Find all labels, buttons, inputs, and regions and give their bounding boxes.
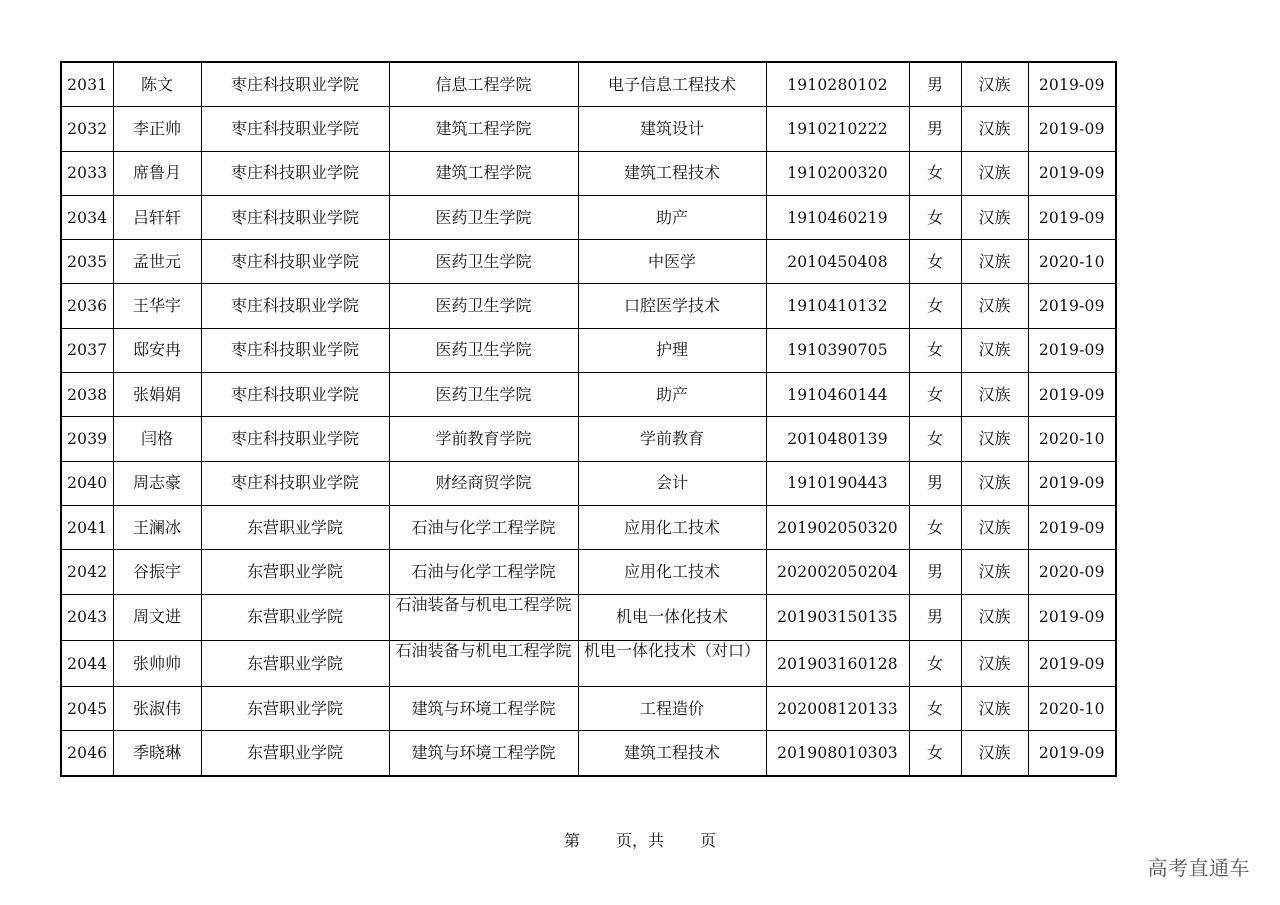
student-id-cell: 1910200320 (766, 151, 909, 195)
watermark-logo: 高考直通车 (1147, 856, 1250, 880)
student-id-cell: 201908010303 (766, 731, 909, 776)
ethnicity-cell: 汉族 (961, 328, 1028, 372)
college-name-cell: 医药卫生学院 (389, 240, 578, 284)
student-id-cell: 201903160128 (766, 640, 909, 686)
page-suffix: 页 (700, 831, 717, 850)
school-name-cell: 东营职业学院 (201, 550, 389, 594)
major-name-cell: 工程造价 (578, 687, 766, 731)
row-number-cell: 2038 (61, 373, 113, 417)
major-name-cell: 电子信息工程技术 (578, 62, 766, 107)
row-number-cell: 2046 (61, 731, 113, 776)
ethnicity-cell: 汉族 (961, 461, 1028, 505)
student-name-cell: 季晓琳 (113, 731, 201, 776)
gender-cell: 男 (909, 550, 961, 594)
gender-cell: 女 (909, 417, 961, 461)
row-number-cell: 2031 (61, 62, 113, 107)
school-name-cell: 枣庄科技职业学院 (201, 195, 389, 239)
table-row (61, 687, 1116, 731)
gender-cell: 女 (909, 687, 961, 731)
ethnicity-cell: 汉族 (961, 550, 1028, 594)
student-name-cell: 席鲁月 (113, 151, 201, 195)
college-name-cell: 建筑工程学院 (389, 151, 578, 195)
ethnicity-cell: 汉族 (961, 505, 1028, 549)
row-number-cell: 2032 (61, 107, 113, 151)
major-name-cell: 应用化工技术 (578, 550, 766, 594)
college-name-cell: 石油装备与机电工程学院 (389, 594, 578, 640)
college-name-cell: 信息工程学院 (389, 62, 578, 107)
gender-cell: 女 (909, 505, 961, 549)
table-row (61, 240, 1116, 284)
major-name-cell: 口腔医学技术 (578, 284, 766, 328)
ethnicity-cell: 汉族 (961, 687, 1028, 731)
college-name-cell: 医药卫生学院 (389, 284, 578, 328)
student-id-cell: 202002050204 (766, 550, 909, 594)
student-id-cell: 1910190443 (766, 461, 909, 505)
ethnicity-cell: 汉族 (961, 640, 1028, 686)
major-name-cell: 建筑工程技术 (578, 731, 766, 776)
row-number-cell: 2045 (61, 687, 113, 731)
ethnicity-cell: 汉族 (961, 731, 1028, 776)
table-row (61, 195, 1116, 239)
student-name-cell: 邸安冉 (113, 328, 201, 372)
row-number-cell: 2033 (61, 151, 113, 195)
student-id-cell: 1910460219 (766, 195, 909, 239)
college-name-cell: 建筑工程学院 (389, 107, 578, 151)
major-name-cell: 中医学 (578, 240, 766, 284)
student-name-cell: 孟世元 (113, 240, 201, 284)
college-name-cell: 石油与化学工程学院 (389, 505, 578, 549)
enrollment-date-cell: 2019-09 (1028, 373, 1116, 417)
enrollment-date-cell: 2019-09 (1028, 731, 1116, 776)
student-id-cell: 1910410132 (766, 284, 909, 328)
student-id-cell: 202008120133 (766, 687, 909, 731)
school-name-cell: 东营职业学院 (201, 640, 389, 686)
student-id-cell: 201902050320 (766, 505, 909, 549)
student-name-cell: 谷振宇 (113, 550, 201, 594)
enrollment-date-cell: 2019-09 (1028, 62, 1116, 107)
student-id-cell: 201903150135 (766, 594, 909, 640)
college-name-cell: 医药卫生学院 (389, 195, 578, 239)
ethnicity-cell: 汉族 (961, 107, 1028, 151)
school-name-cell: 枣庄科技职业学院 (201, 107, 389, 151)
school-name-cell: 东营职业学院 (201, 505, 389, 549)
row-number-cell: 2042 (61, 550, 113, 594)
gender-cell: 女 (909, 731, 961, 776)
student-id-cell: 1910460144 (766, 373, 909, 417)
enrollment-date-cell: 2019-09 (1028, 107, 1116, 151)
school-name-cell: 东营职业学院 (201, 594, 389, 640)
page-prefix: 第 (563, 831, 580, 850)
student-name-cell: 张帅帅 (113, 640, 201, 686)
page-footer (0, 828, 1280, 851)
table-row (61, 505, 1116, 549)
school-name-cell: 枣庄科技职业学院 (201, 417, 389, 461)
ethnicity-cell: 汉族 (961, 195, 1028, 239)
school-name-cell: 枣庄科技职业学院 (201, 62, 389, 107)
student-id-cell: 2010480139 (766, 417, 909, 461)
enrollment-date-cell: 2020-09 (1028, 550, 1116, 594)
enrollment-date-cell: 2020-10 (1028, 417, 1116, 461)
student-name-cell: 吕轩轩 (113, 195, 201, 239)
major-name-cell: 建筑设计 (578, 107, 766, 151)
ethnicity-cell: 汉族 (961, 373, 1028, 417)
table-row (61, 62, 1116, 107)
student-name-cell: 周文进 (113, 594, 201, 640)
major-name-cell: 助产 (578, 373, 766, 417)
table-row (61, 328, 1116, 372)
student-id-cell: 1910390705 (766, 328, 909, 372)
ethnicity-cell: 汉族 (961, 62, 1028, 107)
major-name-cell: 机电一体化技术（对口） (578, 640, 766, 686)
table-row (61, 107, 1116, 151)
table-row (61, 284, 1116, 328)
enrollment-date-cell: 2019-09 (1028, 505, 1116, 549)
student-id-cell: 2010450408 (766, 240, 909, 284)
major-name-cell: 助产 (578, 195, 766, 239)
gender-cell: 男 (909, 62, 961, 107)
gender-cell: 女 (909, 195, 961, 239)
ethnicity-cell: 汉族 (961, 284, 1028, 328)
table-row (61, 640, 1116, 686)
school-name-cell: 东营职业学院 (201, 731, 389, 776)
row-number-cell: 2035 (61, 240, 113, 284)
student-name-cell: 闫格 (113, 417, 201, 461)
major-name-cell: 机电一体化技术 (578, 594, 766, 640)
enrollment-date-cell: 2019-09 (1028, 284, 1116, 328)
row-number-cell: 2040 (61, 461, 113, 505)
ethnicity-cell: 汉族 (961, 417, 1028, 461)
gender-cell: 女 (909, 328, 961, 372)
row-number-cell: 2037 (61, 328, 113, 372)
school-name-cell: 枣庄科技职业学院 (201, 151, 389, 195)
major-name-cell: 会计 (578, 461, 766, 505)
college-name-cell: 建筑与环境工程学院 (389, 687, 578, 731)
college-name-cell: 石油装备与机电工程学院 (389, 640, 578, 686)
page-mid: 页，共 (615, 831, 664, 850)
ethnicity-cell: 汉族 (961, 594, 1028, 640)
gender-cell: 女 (909, 640, 961, 686)
gender-cell: 女 (909, 284, 961, 328)
gender-cell: 女 (909, 151, 961, 195)
student-name-cell: 王澜冰 (113, 505, 201, 549)
enrollment-date-cell: 2020-10 (1028, 687, 1116, 731)
row-number-cell: 2036 (61, 284, 113, 328)
college-name-cell: 学前教育学院 (389, 417, 578, 461)
table-row (61, 373, 1116, 417)
table-row (61, 594, 1116, 640)
table-row (61, 417, 1116, 461)
row-number-cell: 2041 (61, 505, 113, 549)
major-name-cell: 应用化工技术 (578, 505, 766, 549)
row-number-cell: 2043 (61, 594, 113, 640)
gender-cell: 男 (909, 461, 961, 505)
gender-cell: 男 (909, 107, 961, 151)
enrollment-date-cell: 2019-09 (1028, 195, 1116, 239)
student-name-cell: 张淑伟 (113, 687, 201, 731)
enrollment-date-cell: 2019-09 (1028, 640, 1116, 686)
college-name-cell: 财经商贸学院 (389, 461, 578, 505)
college-name-cell: 石油与化学工程学院 (389, 550, 578, 594)
school-name-cell: 枣庄科技职业学院 (201, 240, 389, 284)
major-name-cell: 护理 (578, 328, 766, 372)
college-name-cell: 建筑与环境工程学院 (389, 731, 578, 776)
ethnicity-cell: 汉族 (961, 240, 1028, 284)
school-name-cell: 东营职业学院 (201, 687, 389, 731)
student-name-cell: 陈文 (113, 62, 201, 107)
table-row (61, 461, 1116, 505)
enrollment-date-cell: 2019-09 (1028, 151, 1116, 195)
student-id-cell: 1910210222 (766, 107, 909, 151)
major-name-cell: 建筑工程技术 (578, 151, 766, 195)
college-name-cell: 医药卫生学院 (389, 328, 578, 372)
student-list-table (60, 61, 1117, 777)
table-row (61, 731, 1116, 776)
row-number-cell: 2039 (61, 417, 113, 461)
enrollment-date-cell: 2019-09 (1028, 461, 1116, 505)
row-number-cell: 2044 (61, 640, 113, 686)
table-row (61, 151, 1116, 195)
school-name-cell: 枣庄科技职业学院 (201, 284, 389, 328)
student-name-cell: 王华宇 (113, 284, 201, 328)
gender-cell: 女 (909, 240, 961, 284)
college-name-cell: 医药卫生学院 (389, 373, 578, 417)
student-name-cell: 张娟娟 (113, 373, 201, 417)
table-row (61, 550, 1116, 594)
school-name-cell: 枣庄科技职业学院 (201, 461, 389, 505)
gender-cell: 男 (909, 594, 961, 640)
enrollment-date-cell: 2019-09 (1028, 328, 1116, 372)
enrollment-date-cell: 2020-10 (1028, 240, 1116, 284)
table-body (61, 62, 1116, 776)
student-name-cell: 周志豪 (113, 461, 201, 505)
row-number-cell: 2034 (61, 195, 113, 239)
major-name-cell: 学前教育 (578, 417, 766, 461)
enrollment-date-cell: 2019-09 (1028, 594, 1116, 640)
gender-cell: 女 (909, 373, 961, 417)
ethnicity-cell: 汉族 (961, 151, 1028, 195)
school-name-cell: 枣庄科技职业学院 (201, 373, 389, 417)
school-name-cell: 枣庄科技职业学院 (201, 328, 389, 372)
student-name-cell: 李正帅 (113, 107, 201, 151)
student-id-cell: 1910280102 (766, 62, 909, 107)
